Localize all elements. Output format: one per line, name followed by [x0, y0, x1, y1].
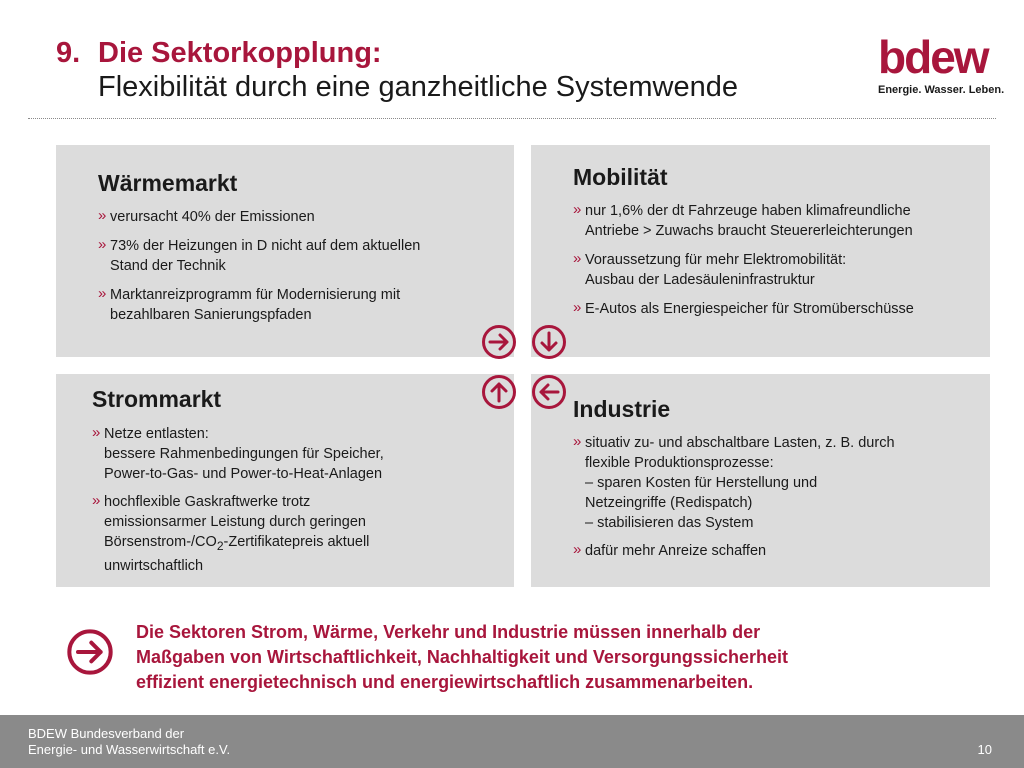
list-item: » 73% der Heizungen in D nicht auf dem aktuellen Stand der Technik	[98, 236, 421, 274]
bullet-mark: »	[98, 285, 107, 302]
conclusion-text: Die Sektoren Strom, Wärme, Verkehr und Industrie müssen innerhalb der Maßgaben von Wirtschaftlichkeit, Nachhaltigkeit und Versorgungssicherheit effizient energietechnisch und energiewirtschaftlich zusammenarbeiten.	[136, 622, 788, 692]
footer-organization: BDEW Bundesverband der Energie- und Wasserwirtschaft e.V.	[28, 726, 231, 757]
arrow-right-circle-icon	[66, 628, 114, 676]
title-subheading: Flexibilität durch eine ganzheitliche Systemwende	[98, 71, 738, 103]
bullet-list	[92, 424, 384, 584]
footer-bar	[0, 715, 1024, 768]
list-item: » hochflexible Gaskraftwerke trotz emissionsarmer Leistung durch geringen Börsenstrom-$/CO_2$-Zertifikatepreis aktuell unwirtschaftlich	[92, 492, 370, 574]
list-item: » nur 1,6% der dt Fahrzeuge haben klimafreundliche Antriebe > Zuwachs braucht Steuererleichterungen	[573, 201, 913, 239]
list-item: » Marktanreizprogramm für Modernisierung mit bezahlbaren Sanierungspfaden	[98, 285, 401, 323]
panel-heading: Industrie	[573, 396, 671, 422]
arrow-left-circle-icon	[531, 374, 567, 410]
panel-waermemarkt	[56, 145, 514, 357]
bullet-mark: »	[98, 207, 107, 224]
arrow-down-circle-icon	[531, 324, 567, 360]
page-number: 10	[977, 742, 992, 757]
bullet-mark: »	[573, 250, 582, 267]
arrow-up-circle-icon	[481, 374, 517, 410]
title-divider	[28, 118, 996, 119]
arrow-right-circle-icon	[481, 324, 517, 360]
bullet-mark: »	[573, 433, 582, 450]
panel-heading: Wärmemarkt	[98, 170, 238, 196]
panel-heading: Strommarkt	[92, 386, 222, 412]
list-item: » Voraussetzung für mehr Elektromobilität: Ausbau der Ladesäuleninfrastruktur	[573, 250, 847, 288]
bullet-mark: »	[92, 424, 101, 441]
bullet-mark: »	[92, 492, 101, 509]
list-item: » dafür mehr Anreize schaffen	[573, 541, 767, 559]
bullet-list	[98, 207, 420, 334]
panel-heading: Mobilität	[573, 164, 668, 190]
panel-mobilitaet	[531, 145, 990, 357]
slide-number-label: 9.	[56, 37, 81, 69]
bullet-mark: »	[573, 299, 582, 316]
list-item: » Netze entlasten: bessere Rahmenbedingungen für Speicher, Power-to-Gas- und Power-to-Heat-Anlagen	[92, 424, 384, 482]
panel-strommarkt	[56, 374, 514, 587]
slide-title	[56, 36, 856, 104]
list-item: » verursacht 40% der Emissionen	[98, 207, 315, 225]
bullet-list	[573, 433, 895, 569]
list-item: » E-Autos als Energiespeicher für Stromüberschüsse	[573, 299, 914, 317]
list-item: » situativ zu- und abschaltbare Lasten, z. B. durch flexible Produktionsprozesse: – sparen Kosten für Herstellung und Netzeingriffe (Redispatch) – stabilisieren das System	[573, 433, 895, 531]
title-heading: Die Sektorkopplung:	[98, 37, 382, 69]
bullet-mark: »	[573, 541, 582, 558]
logo-tagline: Energie. Wasser. Leben.	[878, 84, 1005, 96]
bullet-mark: »	[573, 201, 582, 218]
logo-wordmark: bdew	[878, 31, 988, 83]
bdew-logo	[878, 31, 1005, 104]
bullet-list	[573, 201, 914, 328]
bullet-mark: »	[98, 236, 107, 253]
panel-industrie	[531, 374, 990, 587]
